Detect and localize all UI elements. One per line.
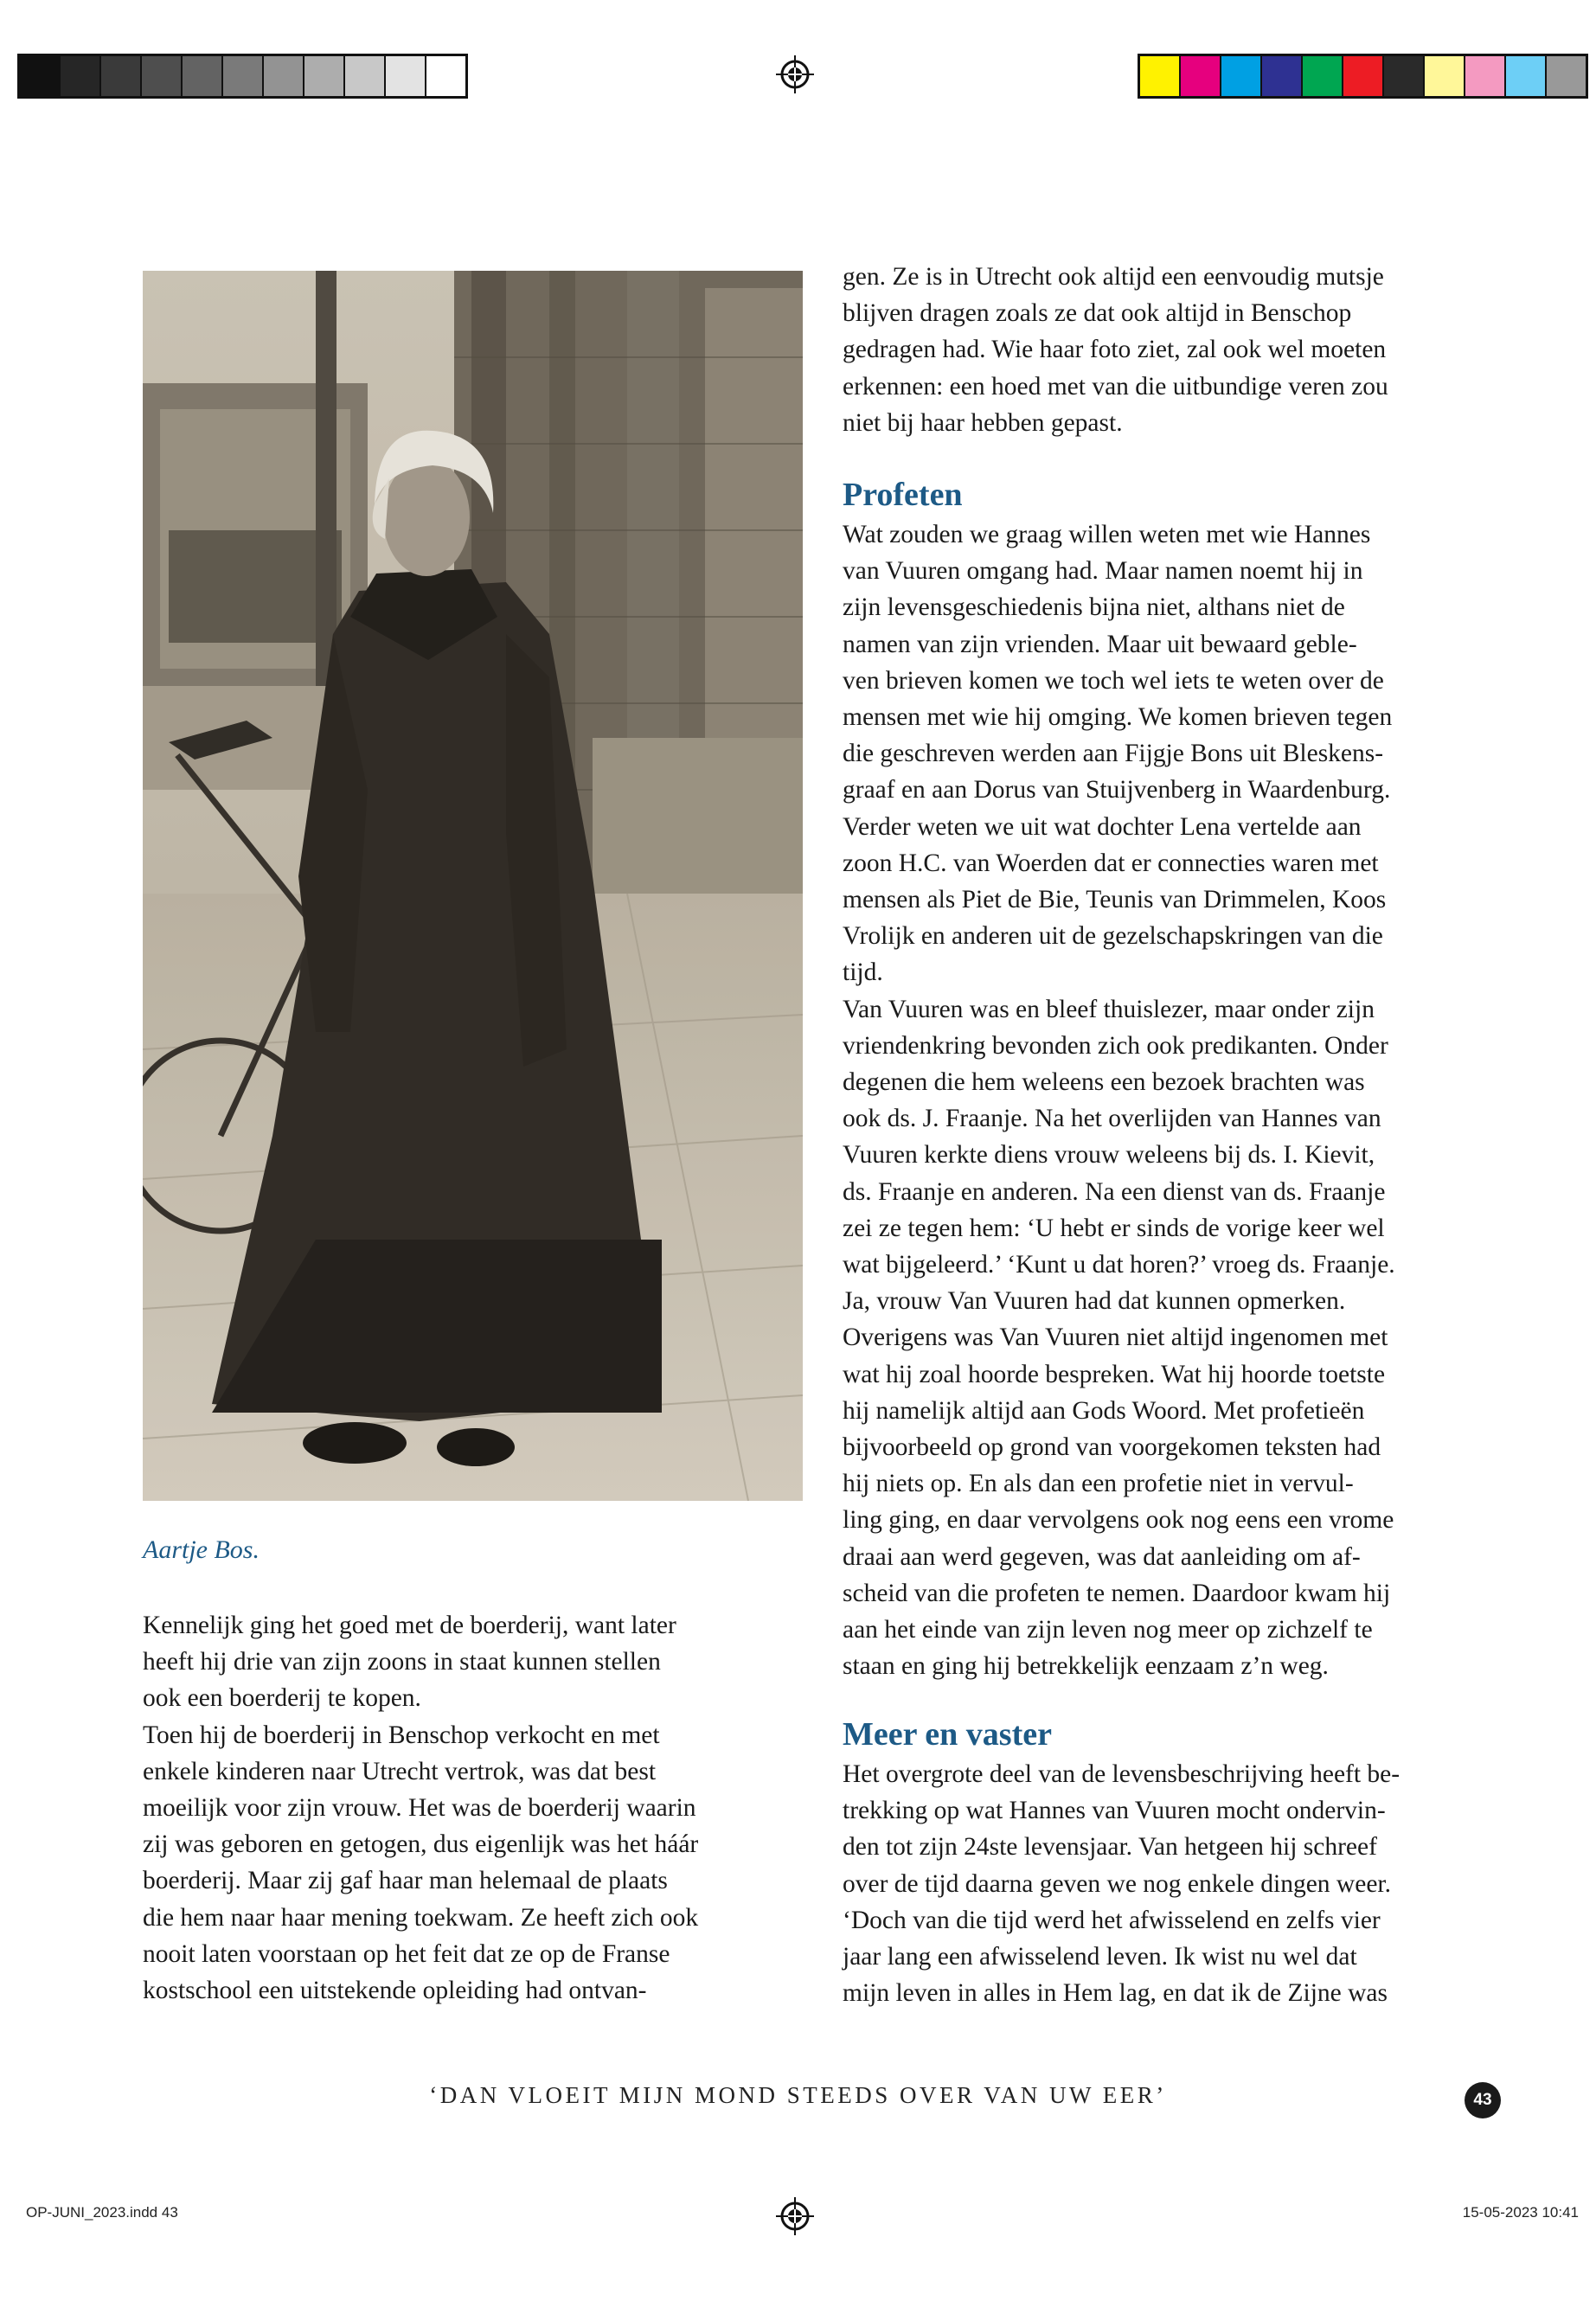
color-swatch (1547, 56, 1586, 96)
text-line: boerderij. Maar zij gaf haar man helemaal de plaats (143, 1867, 668, 1895)
text-line: staan en ging hij betrekkelijk eenzaam z’n weg. (843, 1652, 1329, 1681)
text-line: kostschool een uitstekende opleiding had ontvan- (143, 1977, 647, 2005)
text-line: hij niets op. En als dan een profetie niet in vervul- (843, 1470, 1354, 1498)
grayscale-swatch (142, 56, 183, 96)
grayscale-calibration-bar (17, 54, 468, 99)
text-line: trekking op wat Hannes van Vuuren mocht ondervin- (843, 1797, 1386, 1825)
text-line: mensen met wie hij omging. We komen brieven tegen (843, 703, 1393, 732)
text-line: wat bijgeleerd.’ ‘Kunt u dat horen?’ vroeg ds. Fraanje. (843, 1251, 1395, 1279)
slug-timestamp: 15-05-2023 10:41 (1462, 2204, 1579, 2221)
text-line: nooit laten voorstaan op het feit dat ze op de Franse (143, 1939, 670, 1968)
text-line: Overigens was Van Vuuren niet altijd ingenomen met (843, 1324, 1388, 1352)
text-line: mensen als Piet de Bie, Teunis van Drimmelen, Koos (843, 886, 1387, 914)
text-line: zei ze tegen hem: ‘U hebt er sinds de vorige keer wel (843, 1214, 1385, 1242)
text-line: Toen hij de boerderij in Benschop verkocht en met (143, 1721, 660, 1749)
text-line: tijd. (843, 958, 883, 987)
text-line: ‘Doch van die tijd werd het afwisselend en zelfs vier (843, 1906, 1381, 1934)
slug-file-info: OP-JUNI_2023.indd 43 (26, 2204, 178, 2221)
text-line: graaf en aan Dorus van Stuijvenberg in Waardenburg. (843, 776, 1391, 804)
text-line: gen. Ze is in Utrecht ook altijd een eenvoudig mutsje (843, 263, 1384, 291)
text-line: Het overgrote deel van de levensbeschrijving heeft be- (843, 1760, 1401, 1788)
color-swatch (1140, 56, 1181, 96)
section-heading-meer-en-vaster: Meer en vaster (843, 1716, 1052, 1753)
text-line: jaar lang een afwisselend leven. Ik wist nu wel dat (843, 1943, 1357, 1971)
color-swatch (1506, 56, 1547, 96)
text-line: zijn levensgeschiedenis bijna niet, althans niet de (843, 593, 1345, 622)
text-line: vriendenkring bevonden zich ook predikanten. Onder (843, 1031, 1388, 1060)
color-swatch (1221, 56, 1262, 96)
text-line: niet bij haar hebben gepast. (843, 408, 1123, 437)
color-swatch (1425, 56, 1465, 96)
text-line: Vrolijk en anderen uit de gezelschapskringen van die (843, 922, 1383, 951)
color-swatch (1384, 56, 1425, 96)
photo-caption: Aartje Bos. (143, 1535, 260, 1564)
registration-mark-bottom-icon (776, 2197, 814, 2235)
color-swatch (1181, 56, 1221, 96)
text-line: Van Vuuren was en bleef thuislezer, maar onder zijn (843, 995, 1375, 1023)
text-line: ook ds. J. Fraanje. Na het overlijden van Hannes van (843, 1105, 1381, 1133)
text-line: enkele kinderen naar Utrecht vertrok, was dat best (143, 1757, 657, 1785)
text-line: namen van zijn vrienden. Maar uit bewaard geble- (843, 630, 1357, 658)
text-line: moeilijk voor zijn vrouw. Het was de boerderij waarin (143, 1794, 696, 1823)
text-line: van Vuuren omgang had. Maar namen noemt hij in (843, 557, 1363, 586)
text-line: hij namelijk altijd aan Gods Woord. Met profetieën (843, 1396, 1365, 1425)
color-calibration-bar (1138, 54, 1588, 99)
grayscale-swatch (20, 56, 61, 96)
text-line: ven brieven komen we toch wel iets te weten over de (843, 666, 1384, 695)
text-line: Wat zouden we graag willen weten met wie Hannes (843, 521, 1371, 548)
grayscale-swatch (386, 56, 426, 96)
text-line: degenen die hem weleens een bezoek brachten was (843, 1068, 1365, 1097)
grayscale-swatch (345, 56, 386, 96)
right-column-intro (843, 259, 1535, 441)
text-line: Verder weten we uit wat dochter Lena vertelde aan (843, 812, 1362, 841)
text-line: ook een boerderij te kopen. (143, 1684, 421, 1713)
portrait-photo (143, 271, 803, 1501)
text-line: zoon H.C. van Woerden dat er connecties waren met (843, 849, 1379, 877)
text-line: blijven dragen zoals ze dat ook altijd in Benschop (843, 299, 1352, 328)
text-line: ds. Fraanje en anderen. Na een dienst van ds. Fraanje (843, 1177, 1386, 1206)
text-line: bijvoorbeeld op grond van voorgekomen teksten had (843, 1433, 1381, 1462)
text-line: over de tijd daarna geven we nog enkele dingen weer. (843, 1869, 1391, 1898)
registration-mark-top-icon (776, 55, 814, 93)
text-line: Kennelijk ging het goed met de boerderij, want later (143, 1612, 676, 1639)
grayscale-swatch (426, 56, 465, 96)
text-line: den tot zijn 24ste levensjaar. Van hetgeen hij schreef (843, 1833, 1377, 1862)
grayscale-swatch (183, 56, 223, 96)
text-line: die geschreven werden aan Fijgje Bons uit Bleskens- (843, 740, 1384, 768)
text-line: scheid van die profeten te nemen. Daardoor kwam hij (843, 1579, 1391, 1607)
grayscale-swatch (101, 56, 142, 96)
text-line: zij was geboren en getogen, dus eigenlijk was het háár (143, 1830, 699, 1859)
grayscale-swatch (304, 56, 345, 96)
text-line: draai aan werd gegeven, was dat aanleiding om af- (843, 1542, 1361, 1571)
page-number-badge: 43 (1465, 2082, 1501, 2118)
text-line: mijn leven in alles in Hem lag, en dat ik de Zijne was (843, 1979, 1388, 2008)
grayscale-swatch (61, 56, 101, 96)
running-footer-title: ‘DAN VLOEIT MIJN MOND STEEDS OVER VAN UW EER’ (429, 2082, 1167, 2108)
text-line: ling ging, en daar vervolgens ook nog eens een vrome (843, 1506, 1394, 1535)
color-swatch (1465, 56, 1506, 96)
grayscale-swatch (223, 56, 264, 96)
left-column-text (143, 1607, 817, 2009)
text-line: Ja, vrouw Van Vuuren had dat kunnen opmerken. (843, 1287, 1346, 1316)
text-line: wat hij zoal hoorde bespreken. Wat hij hoorde toetste (843, 1360, 1386, 1388)
grayscale-swatch (264, 56, 304, 96)
text-line: Vuuren kerkte diens vrouw weleens bij ds. I. Kievit, (843, 1141, 1375, 1170)
portrait-photo-illustration (143, 271, 803, 1501)
text-line: die hem naar haar mening toekwam. Ze heeft zich ook (143, 1903, 699, 1932)
section-meer-en-vaster-body (843, 1756, 1535, 2011)
section-heading-profeten: Profeten (843, 477, 963, 513)
text-line: erkennen: een hoed met van die uitbundige veren zou (843, 372, 1388, 401)
text-line: heeft hij drie van zijn zoons in staat kunnen stellen (143, 1648, 661, 1676)
color-swatch (1262, 56, 1303, 96)
section-profeten-body (843, 516, 1535, 1685)
text-line: gedragen had. Wie haar foto ziet, zal ook wel moeten (843, 336, 1387, 364)
text-line: aan het einde van zijn leven nog meer op zichzelf te (843, 1616, 1373, 1644)
color-swatch (1343, 56, 1384, 96)
color-swatch (1303, 56, 1343, 96)
